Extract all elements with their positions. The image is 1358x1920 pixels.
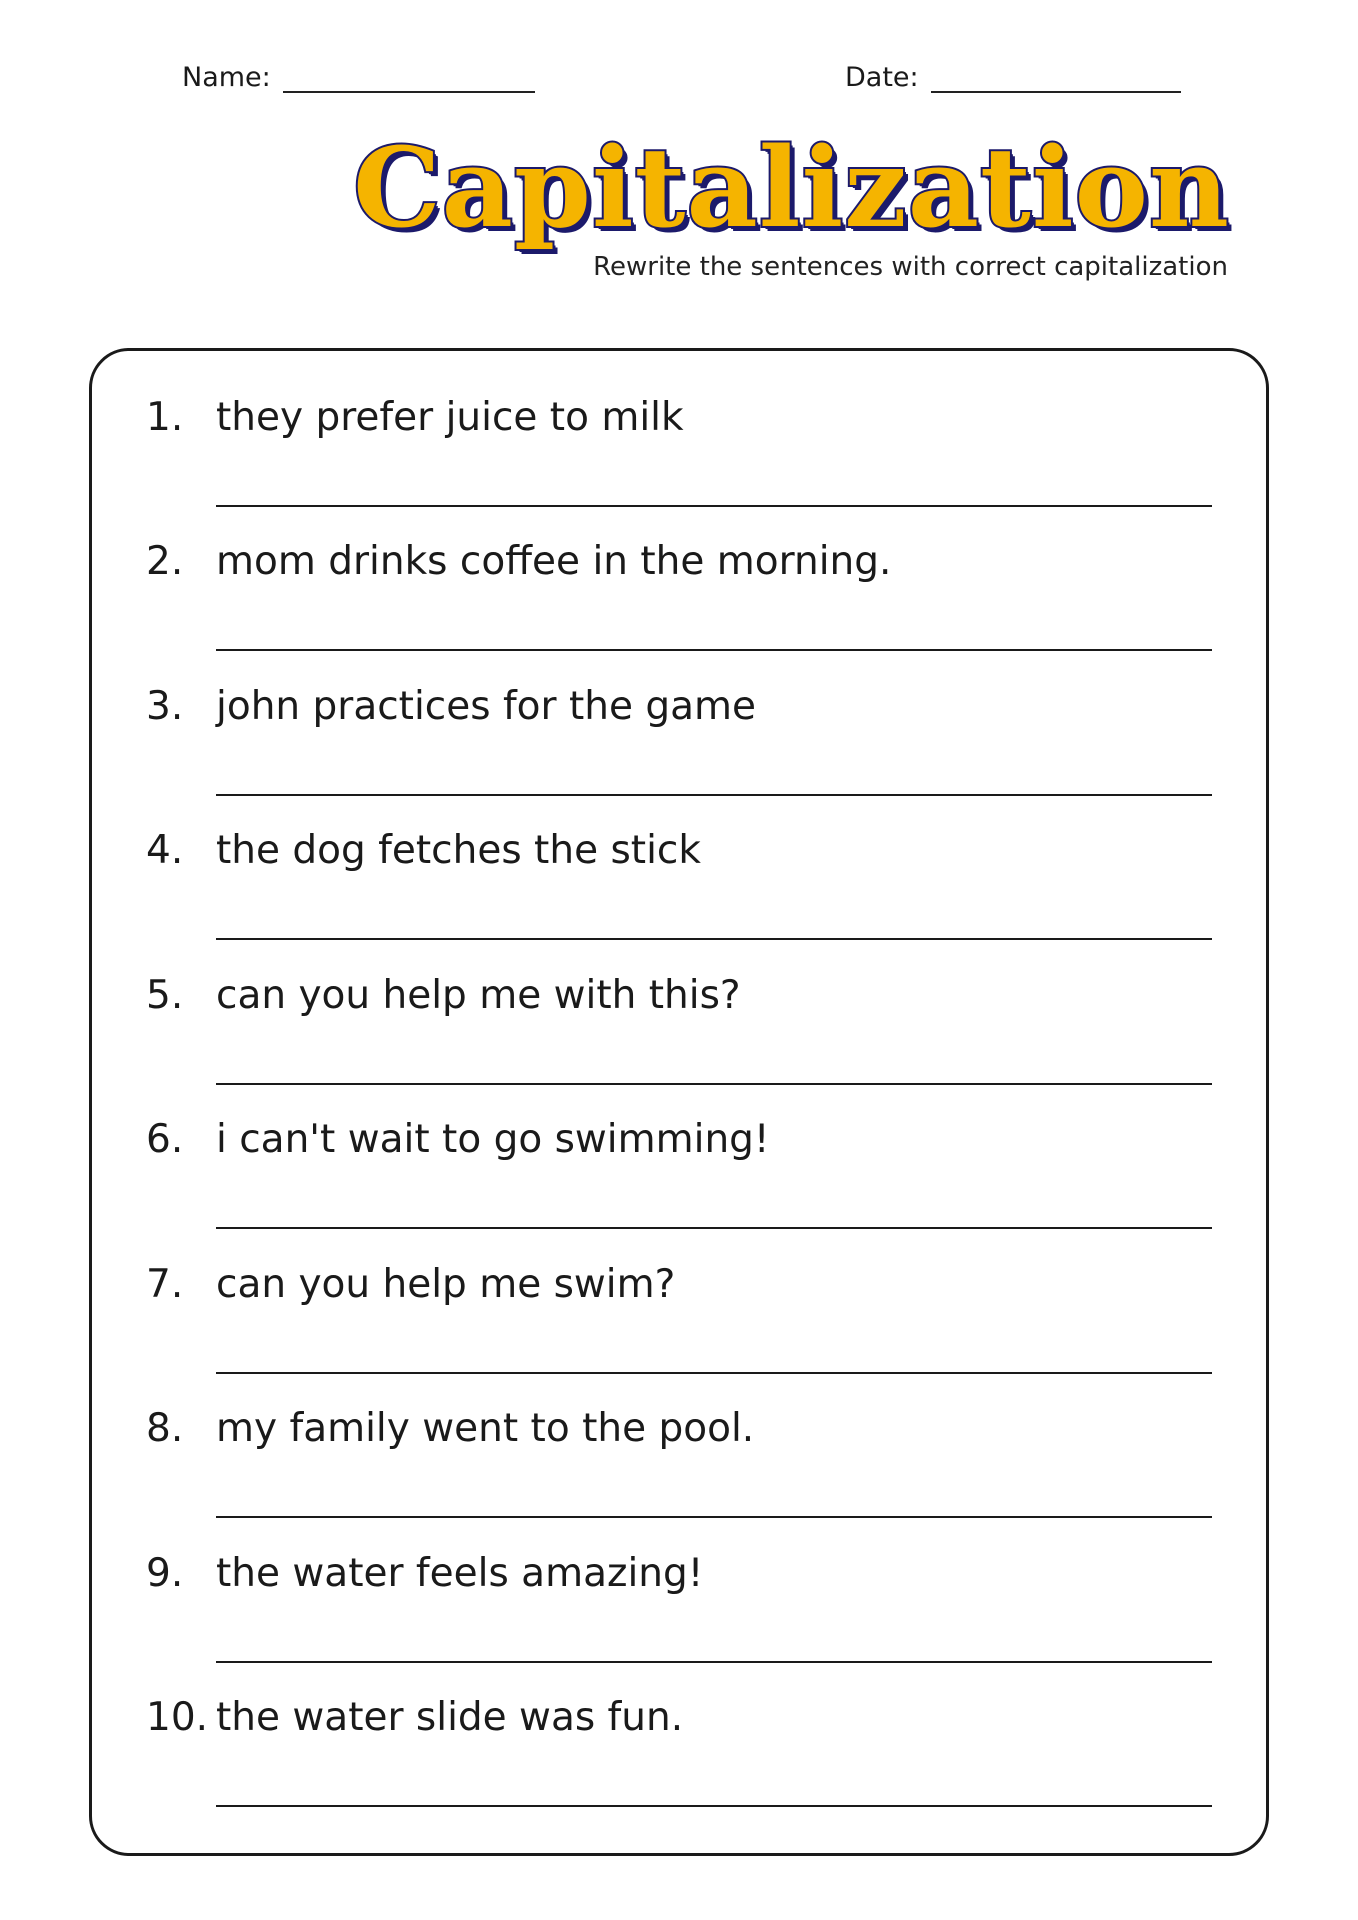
name-label: Name: bbox=[182, 62, 271, 93]
item-sentence: can you help me with this? bbox=[216, 973, 741, 1018]
exercise-item bbox=[92, 1262, 1266, 1406]
exercise-item bbox=[92, 395, 1266, 539]
item-number: 6. bbox=[146, 1117, 184, 1162]
date-blank-line[interactable] bbox=[931, 65, 1181, 93]
answer-line[interactable] bbox=[216, 649, 1212, 651]
date-label: Date: bbox=[845, 62, 919, 93]
exercise-item bbox=[92, 1551, 1266, 1695]
item-number: 10. bbox=[146, 1695, 209, 1740]
worksheet-instructions: Rewrite the sentences with correct capitalization bbox=[593, 252, 1228, 282]
exercise-item bbox=[92, 684, 1266, 828]
answer-line[interactable] bbox=[216, 938, 1212, 940]
worksheet-title: Capitalization bbox=[353, 123, 1230, 252]
item-number: 2. bbox=[146, 539, 184, 584]
answer-line[interactable] bbox=[216, 1372, 1212, 1374]
item-number: 7. bbox=[146, 1262, 184, 1307]
exercise-item bbox=[92, 1695, 1266, 1839]
date-field bbox=[845, 62, 1181, 93]
item-number: 3. bbox=[146, 684, 184, 729]
item-sentence: my family went to the pool. bbox=[216, 1406, 755, 1451]
answer-line[interactable] bbox=[216, 1661, 1212, 1663]
item-number: 9. bbox=[146, 1551, 184, 1596]
answer-line[interactable] bbox=[216, 794, 1212, 796]
exercise-item bbox=[92, 1117, 1266, 1261]
answer-line[interactable] bbox=[216, 1805, 1212, 1807]
item-number: 4. bbox=[146, 828, 184, 873]
answer-line[interactable] bbox=[216, 1227, 1212, 1229]
exercise-item bbox=[92, 1406, 1266, 1550]
item-sentence: the dog fetches the stick bbox=[216, 828, 701, 873]
item-sentence: mom drinks coffee in the morning. bbox=[216, 539, 892, 584]
item-number: 1. bbox=[146, 395, 184, 440]
title-block bbox=[353, 123, 1230, 282]
exercise-box bbox=[89, 348, 1269, 1856]
item-sentence: they prefer juice to milk bbox=[216, 395, 684, 440]
exercise-item bbox=[92, 539, 1266, 683]
item-number: 8. bbox=[146, 1406, 184, 1451]
item-number: 5. bbox=[146, 973, 184, 1018]
answer-line[interactable] bbox=[216, 1083, 1212, 1085]
name-field bbox=[182, 62, 535, 93]
answer-line[interactable] bbox=[216, 505, 1212, 507]
item-sentence: john practices for the game bbox=[216, 684, 757, 729]
answer-line[interactable] bbox=[216, 1516, 1212, 1518]
item-sentence: the water slide was fun. bbox=[216, 1695, 684, 1740]
item-sentence: can you help me swim? bbox=[216, 1262, 676, 1307]
item-sentence: the water feels amazing! bbox=[216, 1551, 704, 1596]
exercise-item bbox=[92, 828, 1266, 972]
exercise-item bbox=[92, 973, 1266, 1117]
item-sentence: i can't wait to go swimming! bbox=[216, 1117, 770, 1162]
name-blank-line[interactable] bbox=[283, 65, 535, 93]
